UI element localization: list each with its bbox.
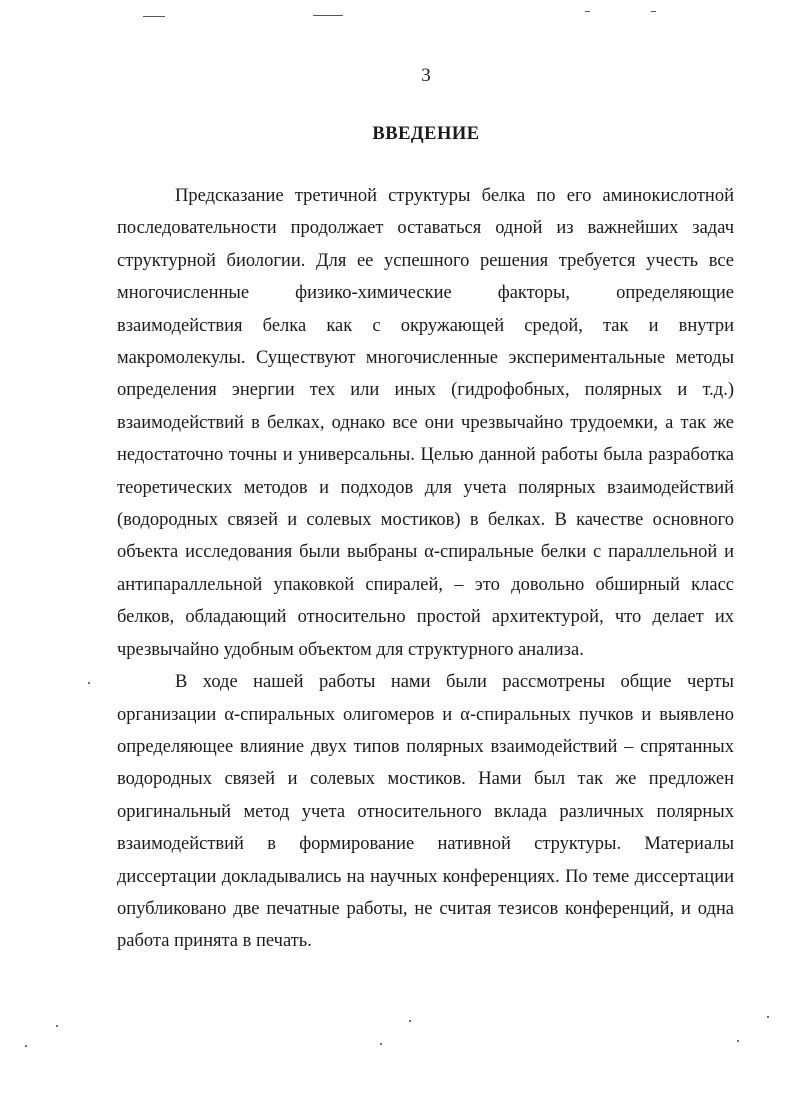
scan-speck — [56, 1025, 58, 1027]
scan-speck — [88, 682, 90, 684]
scan-speck — [380, 1043, 382, 1045]
scan-speck — [409, 1020, 411, 1022]
section-heading: ВВЕДЕНИЕ — [372, 124, 480, 144]
scan-speck — [767, 1016, 769, 1018]
paragraph: Предсказание третичной структуры белка по его аминокислотной последовательности продолжает оставаться одной из важнейших задач структурной биологии. Для ее успешного решения требуется учесть все многочисленные физико-химические факторы, определяющие взаимодействия белка как с окружающей средой, так и внутри макромолекулы. Существуют многочисленные экспериментальные методы определения энергии тех или иных (гидрофобных, полярных и т.д.) взаимодействий в белках, однако все они чрезвычайно трудоемки, а так же недостаточно точны и универсальны. Целью данной работы была разработка теоретических методов и подходов для учета полярных взаимодействий (водородных связей и солевых мостиков) в белках. В качестве основного объекта исследования были выбраны α-спиральные белки с параллельной и антипараллельной упаковкой спиралей, – это довольно обширный класс белков, обладающий относительно простой архитектурой, что делает их чрезвычайно удобным объектом для структурного анализа. — [117, 186, 734, 660]
scan-artifact — [651, 11, 656, 12]
scan-speck — [25, 1045, 27, 1047]
scan-artifact — [313, 15, 343, 16]
scan-speck — [737, 1040, 739, 1042]
scan-artifact — [585, 11, 590, 12]
body-text — [117, 180, 734, 958]
paragraph: В ходе нашей работы нами были рассмотрены общие черты организации α-спиральных олигомеров и α-спиральных пучков и выявлено определяющее влияние двух типов полярных взаимодействий – спрятанных водородных связей и солевых мостиков. Нами был так же предложен оригинальный метод учета относительного вклада различных полярных взаимодействий в формирование нативной структуры. Материалы диссертации докладывались на научных конференциях. По теме диссертации опубликовано две печатные работы, не считая тезисов конференций, и одна работа принята в печать. — [117, 672, 734, 952]
page-number: 3 — [421, 65, 431, 86]
scan-artifact — [143, 16, 165, 17]
